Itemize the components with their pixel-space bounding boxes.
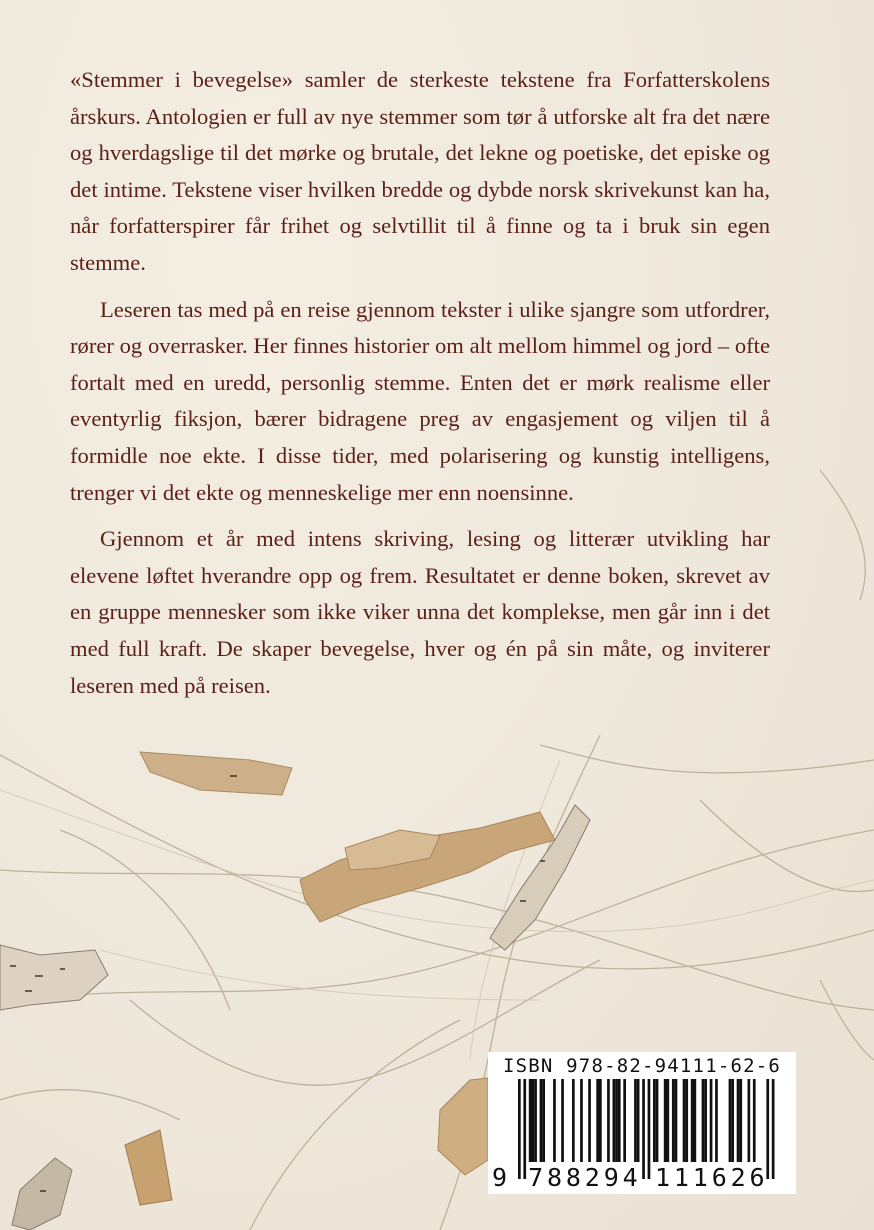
ean-digit: 6 — [711, 1163, 727, 1192]
barcode-bar — [637, 1079, 640, 1162]
barcode-bar — [623, 1079, 626, 1162]
ean-digit: 4 — [622, 1163, 638, 1192]
blurb-paragraph-2: Leseren tas med på en reise gjennom tekster i ulike sjangre som utfordrer, rører og overrasker. Her finnes historier om alt mellom himmel og jord – ofte fortalt med en uredd, personlig stemme. Enten det er mørk realisme eller eventyrlig fiksjon, bærer bidragene preg av engasjement og viljen til å formidle noe ekte. I disse tider, med polarisering og kunstig intelligens, trenger vi det ekte og menneskelige mer enn noensinne. — [70, 296, 770, 505]
barcode-bar — [683, 1079, 686, 1162]
barcode-bar — [675, 1079, 678, 1162]
ean-digit: 9 — [603, 1163, 619, 1192]
bark-piece — [438, 1078, 488, 1175]
barcode-bar — [656, 1079, 659, 1162]
ean-digit: 8 — [547, 1163, 563, 1192]
barcode-bar — [667, 1079, 670, 1162]
barcode-bar — [748, 1079, 751, 1162]
ean-digit: 1 — [655, 1163, 671, 1192]
barcode-bar — [561, 1079, 564, 1162]
back-cover-blurb — [70, 62, 770, 714]
ean-digit: 7 — [528, 1163, 544, 1192]
isbn-label: ISBN 978-82-94111-62-6 — [502, 1055, 782, 1077]
barcode-bar — [553, 1079, 556, 1162]
barcode-bar — [739, 1079, 742, 1162]
ean-digit: 2 — [584, 1163, 600, 1192]
barcode-bar — [715, 1079, 718, 1162]
barcode-bar — [596, 1079, 599, 1162]
isbn-barcode — [488, 1052, 796, 1194]
ean-digit: 9 — [492, 1163, 508, 1192]
barcode-bar — [710, 1079, 713, 1162]
ean-digit: 1 — [692, 1163, 708, 1192]
barcode-bar — [529, 1079, 532, 1162]
barcode-bar — [694, 1079, 697, 1162]
barcode-bar — [729, 1079, 732, 1162]
barcode-bar — [685, 1079, 688, 1162]
barcode-bar — [702, 1079, 705, 1162]
bark-piece — [0, 945, 108, 1010]
bark-piece — [12, 1158, 72, 1230]
ean-digit: 2 — [730, 1163, 746, 1192]
barcode-bar — [691, 1079, 694, 1162]
barcode-bar — [588, 1079, 591, 1162]
bark-piece — [140, 752, 292, 795]
barcode-bar — [653, 1079, 656, 1162]
ean-digit: 6 — [749, 1163, 765, 1192]
barcode-bar — [615, 1079, 618, 1162]
bark-piece — [125, 1130, 172, 1205]
barcode-bar — [572, 1079, 575, 1162]
ean-digit: 1 — [673, 1163, 689, 1192]
barcode-bar — [532, 1079, 535, 1162]
barcode-bar — [534, 1079, 537, 1162]
blurb-paragraph-3: Gjennom et år med intens skriving, lesing og litterær utvikling har elevene løftet hverandre opp og frem. Resultatet er denne boken, skrevet av en gruppe mennesker som ikke viker unna det komplekse, men går inn i det med full kraft. De skaper bevegelse, hver og én på sin måte, og inviterer leseren med på reisen. — [70, 526, 770, 698]
blurb-paragraph-1: «Stemmer i bevegelse» samler de sterkeste tekstene fra Forfatterskolens årskurs. Antologien er full av nye stemmer som tør å utforske alt fra det nære og hverdagslige til det mørke og brutale, det lekne og poetiske, det episke og det intime. Tekstene viser hvilken bredde og dybde norsk skrivekunst kan ha, når forfatterspirer får frihet og selvtillit til å finne og ta i bruk sin egen stemme. — [70, 67, 770, 275]
barcode-bar — [613, 1079, 616, 1162]
barcode-bar — [672, 1079, 675, 1162]
barcode-bar — [599, 1079, 602, 1162]
barcode-bar — [540, 1079, 543, 1162]
barcode-bar — [664, 1079, 667, 1162]
barcode-bar — [753, 1079, 756, 1162]
ean-digits — [488, 1164, 796, 1194]
ean-digit: 8 — [565, 1163, 581, 1192]
barcode-bar — [542, 1079, 545, 1162]
barcode-bar — [634, 1079, 637, 1162]
barcode-bar — [731, 1079, 734, 1162]
barcode-bar — [704, 1079, 707, 1162]
barcode-bar — [580, 1079, 583, 1162]
barcode-bar — [737, 1079, 740, 1162]
barcode-bar — [607, 1079, 610, 1162]
barcode-bar — [618, 1079, 621, 1162]
